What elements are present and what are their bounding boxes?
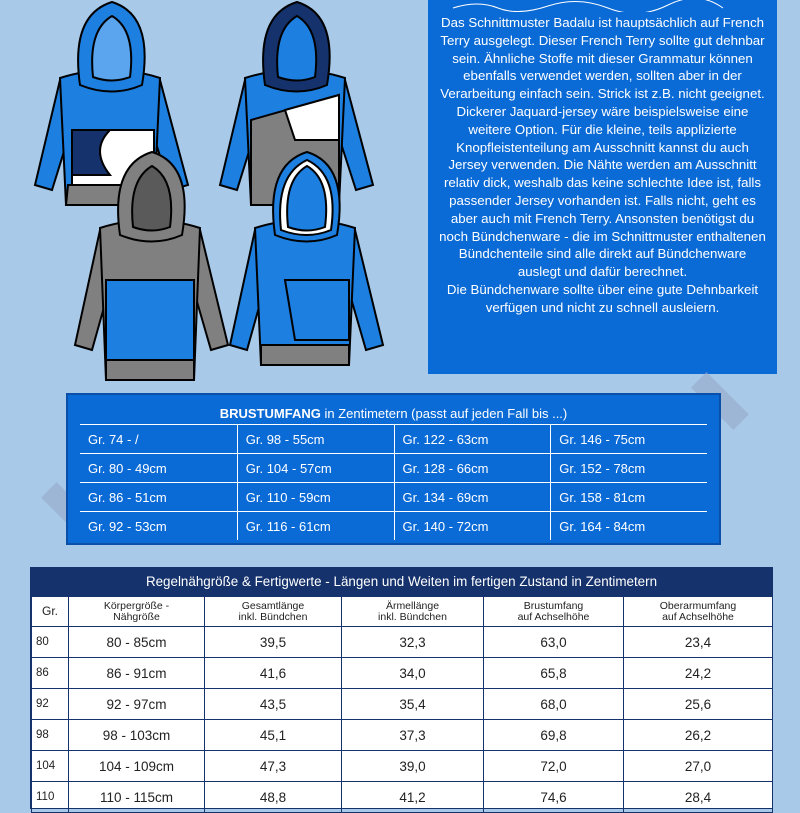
measurement-table: [30, 567, 773, 809]
table-cell: 23,4: [624, 627, 773, 658]
chest-size-panel: [66, 393, 721, 545]
column-header-line: auf Achselhöhe: [517, 610, 590, 623]
size-label-cell: 80: [32, 627, 69, 658]
table-header-row: [32, 597, 773, 627]
size-label-cell: 92: [32, 689, 69, 720]
table-cell: 35,4: [342, 689, 484, 720]
table-cell: 98 - 103cm: [69, 720, 205, 751]
size-cell: Gr. 110 - 59cm: [237, 482, 394, 511]
size-cell: Gr. 140 - 72cm: [394, 511, 551, 540]
size-cell: Gr. 116 - 61cm: [237, 511, 394, 540]
size-cell: Gr. 158 - 81cm: [550, 482, 707, 511]
size-label-cell: 104: [32, 751, 69, 782]
table-row: [32, 751, 773, 782]
size-cell: Gr. 98 - 55cm: [237, 424, 394, 453]
column-header-line: Körpergröße -: [103, 599, 170, 612]
table-cell: 74,6: [484, 782, 624, 813]
size-label-cell: 98: [32, 720, 69, 751]
size-cell: Gr. 86 - 51cm: [80, 482, 237, 511]
table-row: [32, 720, 773, 751]
table-cell: 92 - 97cm: [69, 689, 205, 720]
chest-size-title: [80, 404, 707, 424]
column-header-line: Ärmellänge: [385, 599, 440, 612]
table-cell: 65,8: [484, 658, 624, 689]
table-row: [32, 689, 773, 720]
table-cell: 32,3: [342, 627, 484, 658]
column-header-line: auf Achselhöhe: [662, 610, 734, 623]
column-header-line: inkl. Bündchen: [238, 610, 308, 623]
column-header: [484, 597, 624, 627]
table-cell: 72,0: [484, 751, 624, 782]
material-info-box: [428, 0, 777, 374]
chest-size-title-bold: BRUSTUMFANG: [219, 406, 321, 421]
table-cell: 48,8: [205, 782, 342, 813]
table-cell: 86 - 91cm: [69, 658, 205, 689]
table-cell: 63,0: [484, 627, 624, 658]
table-cell: 24,2: [624, 658, 773, 689]
size-cell: Gr. 164 - 84cm: [550, 511, 707, 540]
column-header: [32, 597, 69, 627]
hoodie-illustrations: [20, 0, 420, 385]
size-cell: Gr. 74 - /: [80, 424, 237, 453]
table-cell: 69,8: [484, 720, 624, 751]
table-cell: 110 - 115cm: [69, 782, 205, 813]
size-cell: Gr. 92 - 53cm: [80, 511, 237, 540]
table-cell: 27,0: [624, 751, 773, 782]
table-cell: 45,1: [205, 720, 342, 751]
table-cell: 43,5: [205, 689, 342, 720]
size-cell: Gr. 146 - 75cm: [550, 424, 707, 453]
table-cell: 80 - 85cm: [69, 627, 205, 658]
chest-size-grid: [80, 424, 707, 540]
info-paragraph-2: Die Bündchenware sollte über eine gute Dehnbarkeit verfügen und nicht zu schnell ausleiern.: [446, 281, 759, 315]
size-cell: Gr. 122 - 63cm: [394, 424, 551, 453]
column-header: [624, 597, 773, 627]
table-cell: 41,6: [205, 658, 342, 689]
info-paragraph-1: Das Schnittmuster Badalu ist hauptsächlich auf French Terry ausgelegt. Dieser French Terry sollte gut dehnbar sein. Ähnliche Stoffe mit dieser Grammatur können ebenfalls verwendet werden, sollten aber in der Verarbeitung einfach sein. Strick ist z.B. nicht geeignet. Dickerer Jaquard-jersey wäre beispielsweise eine weitere Option. Für die kleine, teils applizierte Knopfleistenteilung am Ausschnitt kannst du auch Jersey verwenden. Die Nähte werden am Ausschnitt relativ dick, weshalb das keine schlechte Idee ist, falls passender Jersey vorhanden ist. Falls nicht, geht es aber auch mit French Terry. Ansonsten benötigst du noch Bündchenware - die im Schnittmuster enthaltenen Bündchenteile sind alle direkt auf Bündchenware auslegt und dafür berechnet.: [439, 15, 766, 280]
size-cell: Gr. 104 - 57cm: [237, 453, 394, 482]
column-header-line: Gr.: [41, 604, 58, 618]
table-cell: 28,4: [624, 782, 773, 813]
table-cell: 25,6: [624, 689, 773, 720]
measurement-grid: [31, 596, 773, 813]
size-cell: Gr. 128 - 66cm: [394, 453, 551, 482]
column-header-line: Oberarmumfang: [659, 599, 737, 612]
table-cell: 26,2: [624, 720, 773, 751]
size-label-cell: 110: [32, 782, 69, 813]
column-header-line: Gesamtlänge: [241, 599, 305, 612]
size-cell: Gr. 80 - 49cm: [80, 453, 237, 482]
table-cell: 39,0: [342, 751, 484, 782]
column-header-line: Nähgröße: [113, 610, 160, 623]
measurement-table-title: Regelnähgröße & Fertigwerte - Längen und Weiten im fertigen Zustand in Zentimetern: [31, 568, 772, 596]
table-cell: 68,0: [484, 689, 624, 720]
column-header-line: Brustumfang: [523, 599, 584, 612]
table-row: [32, 627, 773, 658]
table-cell: 104 - 109cm: [69, 751, 205, 782]
table-cell: 34,0: [342, 658, 484, 689]
handwritten-title-decoration: [438, 0, 738, 12]
column-header: [205, 597, 342, 627]
table-cell: 41,2: [342, 782, 484, 813]
size-cell: Gr. 134 - 69cm: [394, 482, 551, 511]
column-header-line: inkl. Bündchen: [378, 610, 447, 623]
size-label-cell: 86: [32, 658, 69, 689]
size-cell: Gr. 152 - 78cm: [550, 453, 707, 482]
table-cell: 39,5: [205, 627, 342, 658]
table-row: [32, 658, 773, 689]
table-cell: 47,3: [205, 751, 342, 782]
chest-size-title-rest: in Zentimetern (passt auf jeden Fall bis ...): [320, 406, 568, 421]
column-header: [69, 597, 205, 627]
table-cell: 37,3: [342, 720, 484, 751]
table-row: [32, 782, 773, 813]
column-header: [342, 597, 484, 627]
